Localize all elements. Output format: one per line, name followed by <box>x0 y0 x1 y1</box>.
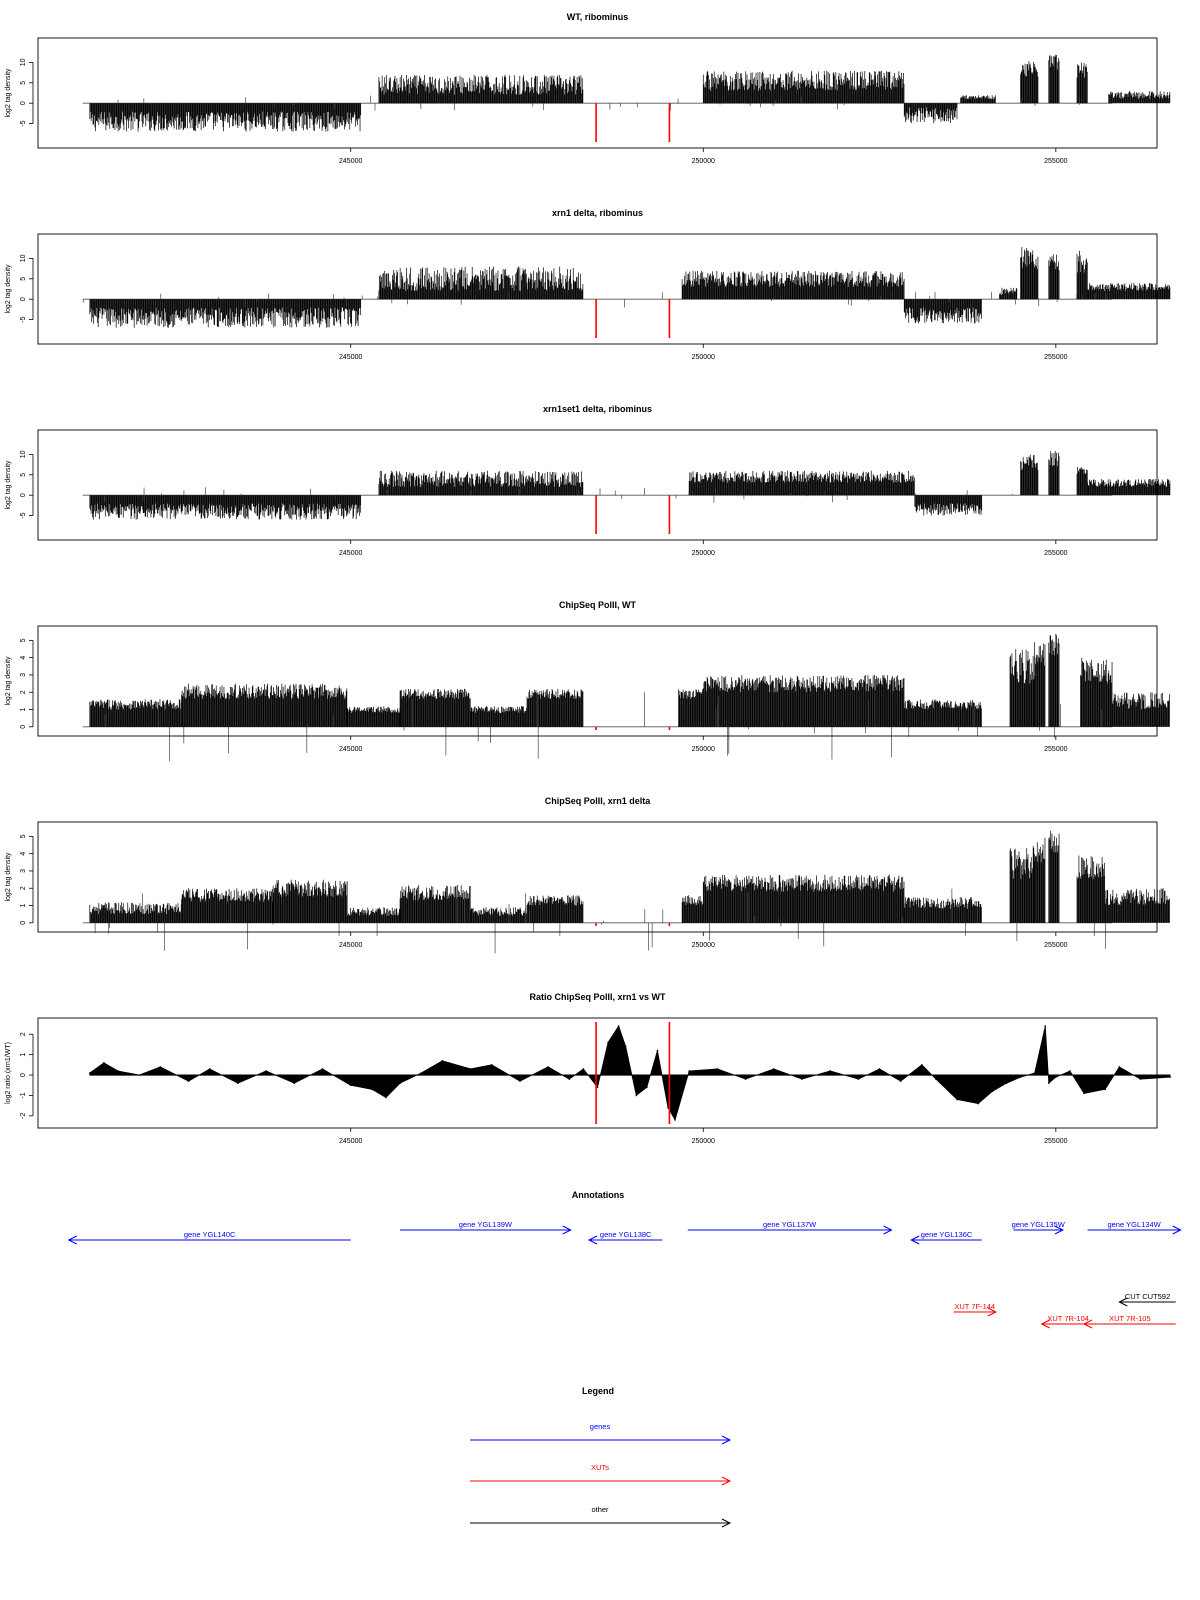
y-tick-label: 4 <box>20 655 27 660</box>
chart-panel-4 <box>5 600 1170 761</box>
plot-frame <box>38 430 1157 540</box>
x-tick-label: 255000 <box>1044 158 1068 165</box>
chart-title: xrn1 delta, ribominus <box>551 208 644 218</box>
x-tick-label: 250000 <box>691 550 715 557</box>
y-tick-label: 10 <box>20 450 27 459</box>
x-tick-label: 245000 <box>339 746 363 753</box>
y-axis-label: log2 tag density <box>5 656 12 706</box>
chart-panels <box>5 12 1171 1145</box>
chart-title: ChipSeq PolII, WT <box>559 600 636 610</box>
x-tick-label: 255000 <box>1044 354 1068 361</box>
y-tick-label: 3 <box>20 672 27 677</box>
y-tick-label: 0 <box>20 297 27 302</box>
y-axis-label: log2 tag density <box>5 68 12 118</box>
y-tick-label: 0 <box>20 724 27 729</box>
y-tick-label: 0 <box>20 101 27 106</box>
y-tick-label: 2 <box>20 690 27 695</box>
x-tick-label: 245000 <box>339 354 363 361</box>
x-tick-label: 245000 <box>339 550 363 557</box>
chart-panel-1 <box>5 12 1170 165</box>
series-data <box>83 55 1170 142</box>
y-tick-label: -5 <box>20 120 27 127</box>
x-tick-label: 245000 <box>339 158 363 165</box>
y-tick-label: -5 <box>20 512 27 519</box>
y-tick-label: 5 <box>20 80 27 85</box>
chart-panel-3 <box>5 404 1170 557</box>
y-tick-label: 5 <box>20 276 27 281</box>
chart-title: xrn1set1 delta, ribominus <box>542 404 653 414</box>
x-tick-label: 250000 <box>691 158 715 165</box>
x-tick-label: 250000 <box>691 354 715 361</box>
x-tick-label: 250000 <box>691 746 715 753</box>
chart-panel-2 <box>5 208 1170 361</box>
y-tick-label: 5 <box>20 638 27 643</box>
y-tick-label: 10 <box>20 58 27 67</box>
series-data <box>83 451 1170 534</box>
chart-title: WT, ribominus <box>566 12 629 22</box>
series-data <box>83 247 1170 338</box>
x-tick-label: 255000 <box>1044 746 1068 753</box>
y-tick-label: 0 <box>20 493 27 498</box>
plot-frame <box>38 38 1157 148</box>
plot-frame <box>38 234 1157 344</box>
y-tick-label: -5 <box>20 316 27 323</box>
y-tick-label: 1 <box>20 707 27 712</box>
y-axis-label: log2 tag density <box>5 460 12 510</box>
series-data <box>83 634 1170 761</box>
x-tick-label: 255000 <box>1044 550 1068 557</box>
y-axis-label: log2 tag density <box>5 264 12 314</box>
y-tick-label: 5 <box>20 472 27 477</box>
y-tick-label: 10 <box>20 254 27 263</box>
